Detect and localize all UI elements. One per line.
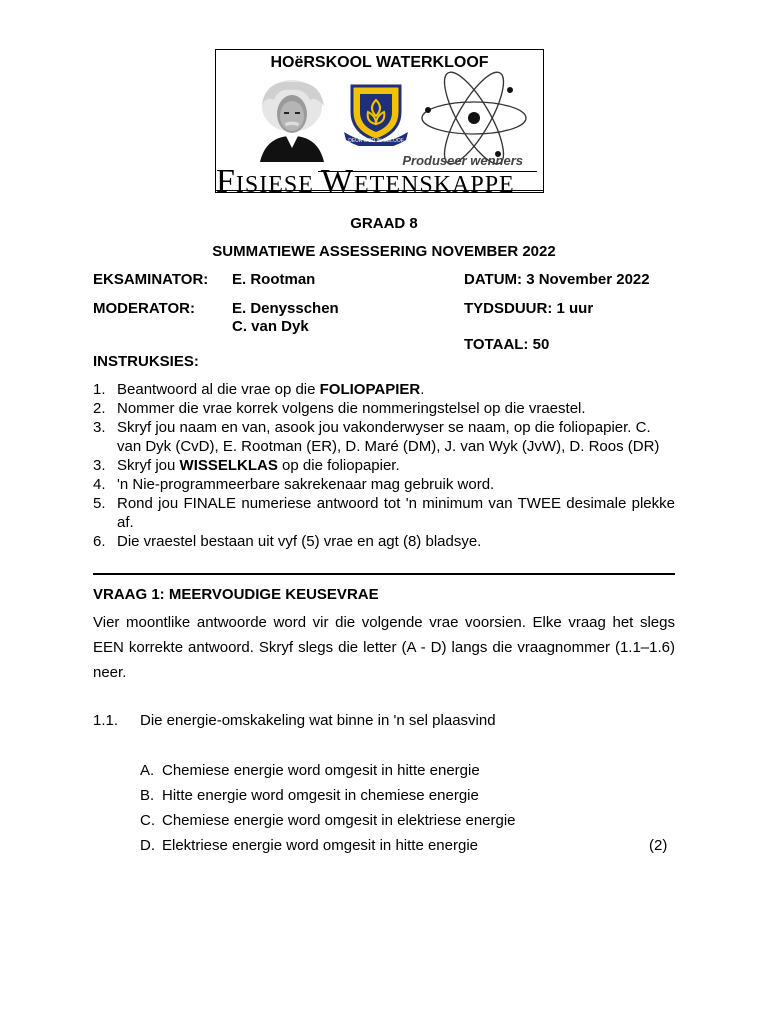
option-letter-b: B.	[140, 787, 155, 804]
option-letter-a: A.	[140, 762, 155, 779]
subject-underline	[216, 190, 543, 191]
subject-word-1: ISIESE	[235, 172, 321, 198]
crest-motto: DEUR GOD IN GELOOF	[348, 138, 404, 144]
subject-title	[216, 163, 515, 201]
option-text-b: Hitte energie word omgesit in chemiese energie	[162, 787, 479, 804]
question-1-title: VRAAG 1: MEERVOUDIGE KEUSEVRAE	[93, 586, 379, 603]
instruction-number: 6.	[93, 533, 106, 550]
subject-initial-f: F	[216, 163, 236, 200]
option-letter-c: C.	[140, 812, 155, 829]
subject-initial-w: W	[320, 163, 355, 200]
instruction-text: Skryf jou	[117, 457, 180, 474]
option-text-c: Chemiese energie word omgesit in elektriese energie	[162, 812, 516, 829]
section-divider	[93, 573, 675, 575]
instruction-text-end: op die foliopapier.	[277, 457, 400, 474]
instruction-number: 3.	[93, 419, 106, 436]
instruction-item	[93, 380, 675, 399]
instruction-text: Skryf jou naam en van, asook jou vakonderwyser se naam, op die foliopapier. C. van Dyk (CvD), E. Rootman (ER), D. Maré (DM), J. van Wyk (JvW), D. Roos (DR)	[117, 419, 660, 455]
instructions-title: INSTRUKSIES:	[93, 353, 199, 370]
atom-icon	[414, 70, 534, 166]
school-crest-icon	[340, 82, 412, 146]
examiner-label: EKSAMINATOR:	[93, 271, 209, 288]
instruction-number: 5.	[93, 495, 106, 512]
instruction-text: 'n Nie-programmeerbare sakrekenaar mag gebruik word.	[117, 476, 495, 493]
instruction-item	[93, 475, 675, 494]
instruction-item	[93, 456, 675, 475]
instruction-bold: FOLIOPAPIER	[319, 381, 421, 398]
instruction-number: 3.	[93, 457, 106, 474]
moderator-name-2: C. van Dyk	[232, 318, 309, 335]
examiner-name: E. Rootman	[232, 271, 316, 288]
instruction-text: Rond jou FINALE numeriese antwoord tot 'n minimum van TWEE desimale plekke af.	[117, 495, 675, 531]
instruction-item	[93, 532, 675, 551]
exam-total: TOTAAL: 50	[464, 336, 550, 353]
instruction-text-end: .	[420, 381, 425, 398]
moderator-name-1: E. Denysschen	[232, 300, 339, 317]
instruction-number: 2.	[93, 400, 106, 417]
instruction-bold: WISSELKLAS	[179, 457, 278, 474]
header-banner	[215, 49, 544, 200]
question-number: 1.1.	[93, 712, 119, 729]
instruction-item	[93, 494, 675, 532]
exam-date: DATUM: 3 November 2022	[464, 271, 650, 288]
subject-word-2: ETENSKAPPE	[354, 172, 515, 198]
grade-title: GRAAD 8	[350, 215, 418, 232]
motto: Produseer wenners	[402, 153, 523, 168]
option-letter-d: D.	[140, 837, 155, 854]
school-name: HOëRSKOOL WATERKLOOF	[270, 54, 489, 71]
instruction-text: Beantwoord al die vrae op die	[117, 381, 320, 398]
instruction-number: 1.	[93, 381, 106, 398]
instruction-number: 4.	[93, 476, 106, 493]
exam-duration: TYDSDUUR: 1 uur	[464, 300, 594, 317]
assessment-title: SUMMATIEWE ASSESSERING NOVEMBER 2022	[212, 243, 556, 260]
einstein-portrait-icon	[256, 76, 328, 162]
instruction-text: Nommer die vrae korrek volgens die nommeringstelsel op die vraestel.	[117, 400, 586, 417]
question-marks: (2)	[649, 837, 668, 854]
instruction-item	[93, 418, 675, 456]
question-1-intro: Vier moontlike antwoorde word vir die volgende vrae voorsien. Elke vraag het slegs EEN korrekte antwoord. Skryf slegs die letter (A - D) langs die vraagnommer (1.1–1.6) neer.	[93, 614, 675, 681]
moderator-label: MODERATOR:	[93, 300, 195, 317]
instruction-item	[93, 399, 675, 418]
instructions-list	[93, 380, 675, 551]
instruction-text: Die vraestel bestaan uit vyf (5) vrae en agt (8) bladsye.	[117, 533, 482, 550]
question-text: Die energie-omskakeling wat binne in 'n sel plaasvind	[140, 712, 496, 729]
option-text-a: Chemiese energie word omgesit in hitte energie	[162, 762, 480, 779]
option-text-d: Elektriese energie word omgesit in hitte energie	[162, 837, 479, 854]
